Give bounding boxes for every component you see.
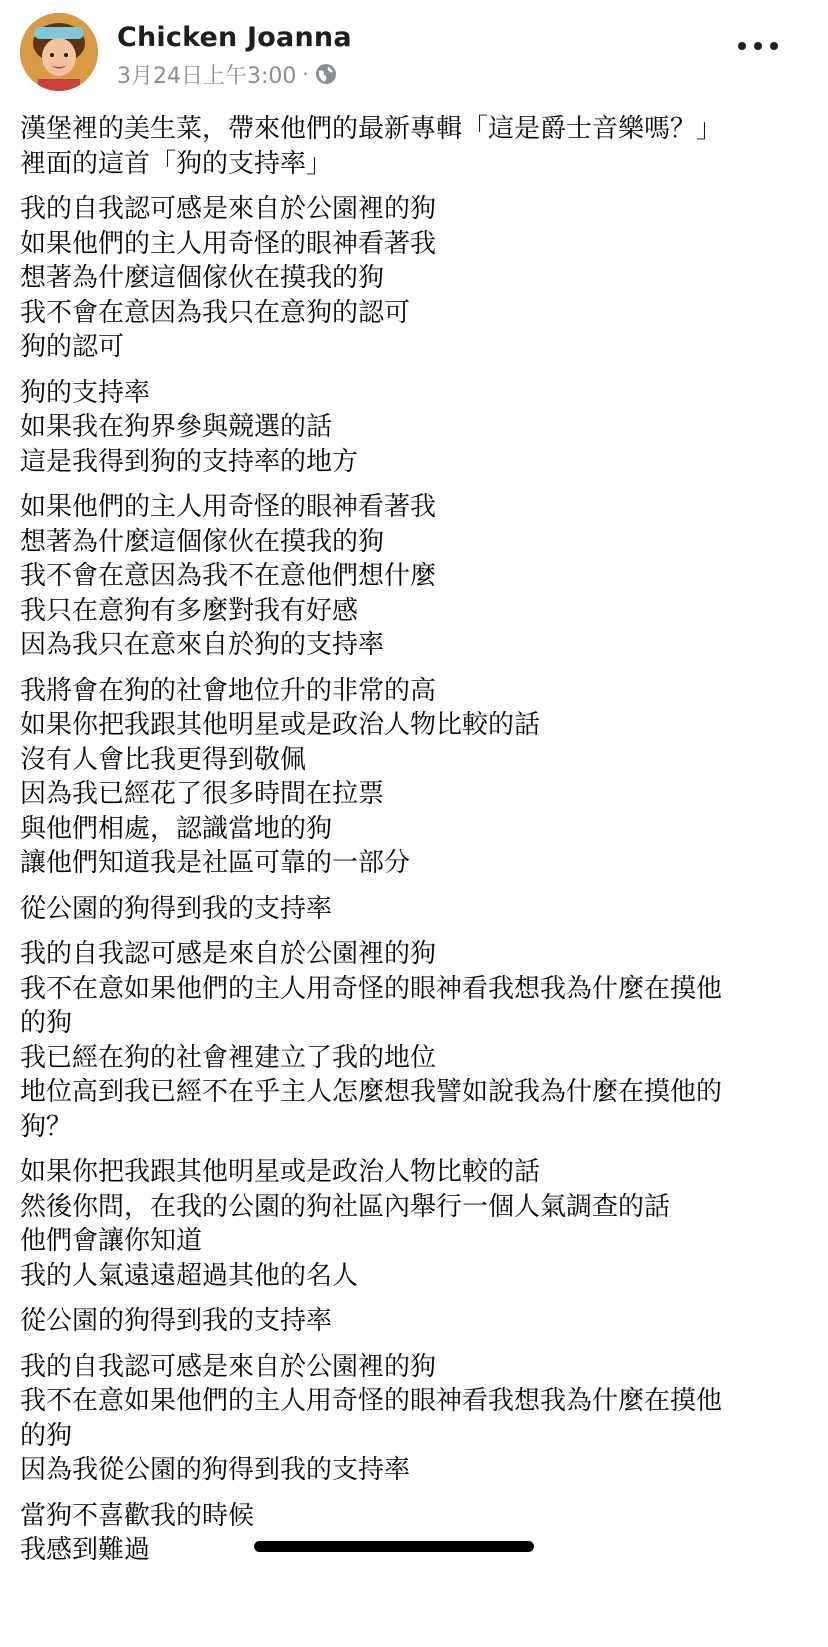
avatar-photo <box>20 13 98 91</box>
post-paragraph <box>20 1304 810 1339</box>
home-indicator[interactable] <box>254 1541 534 1552</box>
post-paragraph <box>20 892 810 927</box>
post-paragraph <box>20 192 810 365</box>
post-text-line: 我只在意狗有多麼對我有好感 <box>20 595 359 626</box>
post-paragraph <box>20 112 810 181</box>
post-text-line: 我將會在狗的社會地位升的非常的高 <box>20 675 437 706</box>
post-text-line: 漢堡裡的美生菜，帶來他們的最新專輯「這是爵士音樂嗎？」 <box>20 114 723 144</box>
post-text-line: 如果我在狗界參與競選的話 <box>20 412 333 442</box>
post-text-line: 從公園的狗得到我的支持率 <box>20 1306 333 1336</box>
post-header <box>0 0 828 100</box>
post-text-line: 我的人氣遠遠超過其他的名人 <box>20 1260 359 1291</box>
post-paragraph <box>20 376 810 480</box>
post-text-line: 我不會在意因為我不在意他們想什麼 <box>20 561 437 591</box>
post-text-line: 他們會讓你知道 <box>20 1226 203 1256</box>
post-text-line: 沒有人會比我更得到敬佩 <box>20 744 307 775</box>
avatar[interactable] <box>20 13 98 91</box>
post-paragraph <box>20 490 810 663</box>
post-text-line: 與他們相處，認識當地的狗 <box>20 813 333 844</box>
post-paragraph <box>20 1155 810 1293</box>
post-text-line: 的狗 <box>20 1420 73 1451</box>
post-text-line: 裡面的這首「狗的支持率」 <box>20 148 333 179</box>
post-text-line: 狗？ <box>20 1111 73 1142</box>
post-text-line: 然後你問，在我的公園的狗社區內舉行一個人氣調查的話 <box>20 1191 671 1222</box>
post-paragraph <box>20 674 810 881</box>
post-text-line: 因為我從公園的狗得到我的支持率 <box>20 1455 411 1485</box>
post-text-line: 我不在意如果他們的主人用奇怪的眼神看我想我為什麼在摸他 <box>20 1386 723 1416</box>
post-text-line: 我的自我認可感是來自於公園裡的狗 <box>20 1351 437 1382</box>
post-text-line: 我的自我認可感是來自於公園裡的狗 <box>20 194 437 224</box>
post-text-line: 當狗不喜歡我的時候 <box>20 1500 255 1531</box>
post-text-line: 的狗 <box>20 1008 73 1038</box>
post-text-line: 因為我只在意來自於狗的支持率 <box>20 630 385 660</box>
post-text-line: 狗的認可 <box>20 332 125 362</box>
post-text-line: 狗的支持率 <box>20 377 151 408</box>
post-text-line: 地位高到我已經不在乎主人怎麼想我譬如說我為什麼在摸他的 <box>20 1077 723 1107</box>
globe-icon[interactable] <box>315 63 337 85</box>
post-text-line: 想著為什麼這個傢伙在摸我的狗 <box>20 526 385 557</box>
post-text-line: 因為我已經花了很多時間在拉票 <box>20 779 385 809</box>
post-text-line: 讓他們知道我是社區可靠的一部分 <box>20 848 411 878</box>
post-text-line: 我已經在狗的社會裡建立了我的地位 <box>20 1042 437 1073</box>
post-text-line: 如果他們的主人用奇怪的眼神看著我 <box>20 228 437 259</box>
post-text-line: 如果你把我跟其他明星或是政治人物比較的話 <box>20 1157 541 1187</box>
post-text-line: 這是我得到狗的支持率的地方 <box>20 446 359 477</box>
post-meta <box>117 60 337 88</box>
post-paragraph <box>20 937 810 1144</box>
post-timestamp[interactable]: 3月24日上午3:00 <box>117 63 297 89</box>
post-text-line: 從公園的狗得到我的支持率 <box>20 893 333 924</box>
post-text-line: 我不在意如果他們的主人用奇怪的眼神看我想我為什麼在摸他 <box>20 973 723 1004</box>
post-text-line: 如果他們的主人用奇怪的眼神看著我 <box>20 492 437 522</box>
post-text-line: 我不會在意因為我只在意狗的認可 <box>20 297 411 328</box>
post-text-line: 如果你把我跟其他明星或是政治人物比較的話 <box>20 710 541 740</box>
post-paragraph <box>20 1350 810 1488</box>
post-text-line: 我感到難過 <box>20 1535 151 1565</box>
author-name[interactable]: Chicken Joanna <box>117 22 352 53</box>
meta-separator: · <box>302 62 309 86</box>
post-paragraph <box>20 1499 810 1568</box>
post-text <box>20 112 810 1579</box>
post-text-line: 我的自我認可感是來自於公園裡的狗 <box>20 939 437 969</box>
post-text-line: 想著為什麼這個傢伙在摸我的狗 <box>20 263 385 293</box>
more-options-icon[interactable] <box>738 34 778 58</box>
